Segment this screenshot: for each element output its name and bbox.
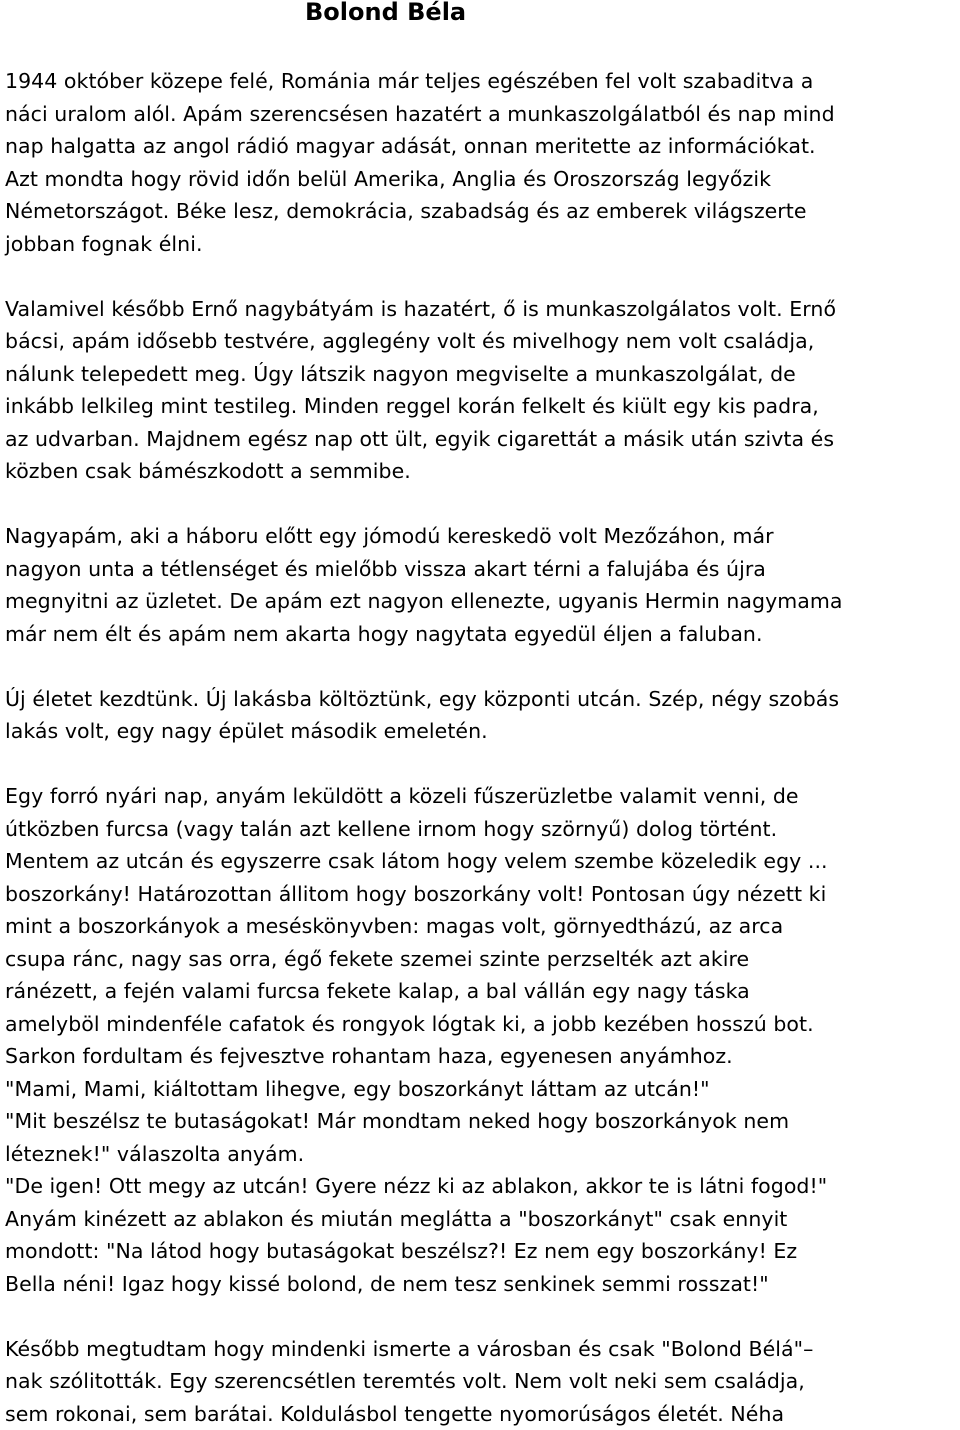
text-line: nap halgatta az angol rádió magyar adását, onnan meritette az információkat. (5, 134, 816, 158)
text-line: nagyon unta a tétlenséget és mielőbb vissza akart térni a falujába és újra (5, 557, 766, 581)
text-line: boszorkány! Határozottan állitom hogy boszorkány volt! Pontosan úgy nézett ki (5, 882, 827, 906)
text-line: csupa ránc, nagy sas orra, égő fekete szemei szinte perzselték azt akire (5, 947, 750, 971)
text-line: az udvarban. Majdnem egész nap ott ült, egyik cigarettát a másik után szivta és (5, 427, 835, 451)
text-line: jobban fognak élni. (5, 232, 203, 256)
text-line: lakás volt, egy nagy épület második emeletén. (5, 719, 488, 743)
text-line: közben csak bámészkodott a semmibe. (5, 459, 411, 483)
text-line: Mentem az utcán és egyszerre csak látom hogy velem szembe közeledik egy ... (5, 849, 828, 873)
text-line: "De igen! Ott megy az utcán! Gyere nézz ki az ablakon, akkor te is látni fogod!" (5, 1174, 828, 1198)
text-line: mondott: "Na látod hogy butaságokat beszélsz?! Ez nem egy boszorkány! Ez (5, 1239, 798, 1263)
text-line: 1944 október közepe felé, Románia már teljes egészében fel volt szabaditva a (5, 69, 814, 93)
text-line: léteznek!" válaszolta anyám. (5, 1142, 305, 1166)
text-line: amelyböl mindenféle cafatok és rongyok lógtak ki, a jobb kezében hosszú bot. (5, 1012, 814, 1036)
text-line: Később megtudtam hogy mindenki ismerte a városban és csak "Bolond Bélá"– (5, 1337, 814, 1361)
text-line: Anyám kinézett az ablakon és miután meglátta a "boszorkányt" csak ennyit (5, 1207, 788, 1231)
text-line: mint a boszorkányok a meséskönyvben: magas volt, görnyedtházú, az arca (5, 914, 784, 938)
text-line: már nem élt és apám nem akarta hogy nagytata egyedül éljen a faluban. (5, 622, 763, 646)
document-title: Bolond Béla (305, 0, 467, 26)
text-line: nak szólitották. Egy szerencsétlen teremtés volt. Nem volt neki sem családja, (5, 1369, 805, 1393)
text-line: "Mami, Mami, kiáltottam lihegve, egy boszorkányt láttam az utcán!" (5, 1077, 710, 1101)
text-line: Valamivel később Ernő nagybátyám is hazatért, ő is munkaszolgálatos volt. Ernő (5, 297, 837, 321)
text-line: sem rokonai, sem barátai. Koldulásbol tengette nyomorúságos életét. Néha (5, 1402, 785, 1426)
text-line: Egy forró nyári nap, anyám leküldött a közeli fűszerüzletbe valamit venni, de (5, 784, 799, 808)
text-line: nálunk telepedett meg. Úgy látszik nagyon megviselte a munkaszolgálat, de (5, 362, 796, 386)
text-line: Németországot. Béke lesz, demokrácia, szabadság és az emberek világszerte (5, 199, 807, 223)
text-line: útközben furcsa (vagy talán azt kellene irnom hogy szörnyű) dolog történt. (5, 817, 778, 841)
text-line: inkább lelkileg mint testileg. Minden reggel korán felkelt és kiült egy kis padra, (5, 394, 819, 418)
text-line: ránézett, a fején valami furcsa fekete kalap, a bal vállán egy nagy táska (5, 979, 750, 1003)
text-line: "Mit beszélsz te butaságokat! Már mondtam neked hogy boszorkányok nem (5, 1109, 790, 1133)
text-line: Azt mondta hogy rövid időn belül Amerika, Anglia és Oroszország legyőzik (5, 167, 771, 191)
text-line: Sarkon fordultam és fejvesztve rohantam haza, egyenesen anyámhoz. (5, 1044, 733, 1068)
text-line: megnyitni az üzletet. De apám ezt nagyon ellenezte, ugyanis Hermin nagymama (5, 589, 843, 613)
text-line: Bella néni! Igaz hogy kissé bolond, de nem tesz senkinek semmi rosszat!" (5, 1272, 769, 1296)
text-line: bácsi, apám idősebb testvére, agglegény volt és mivelhogy nem volt családja, (5, 329, 815, 353)
text-line: náci uralom alól. Apám szerencsésen hazatért a munkaszolgálatból és nap mind (5, 102, 835, 126)
text-line: Nagyapám, aki a háboru előtt egy jómodú kereskedö volt Mezőzáhon, már (5, 524, 774, 548)
text-line: Új életet kezdtünk. Új lakásba költöztünk, egy központi utcán. Szép, négy szobás (5, 687, 840, 711)
